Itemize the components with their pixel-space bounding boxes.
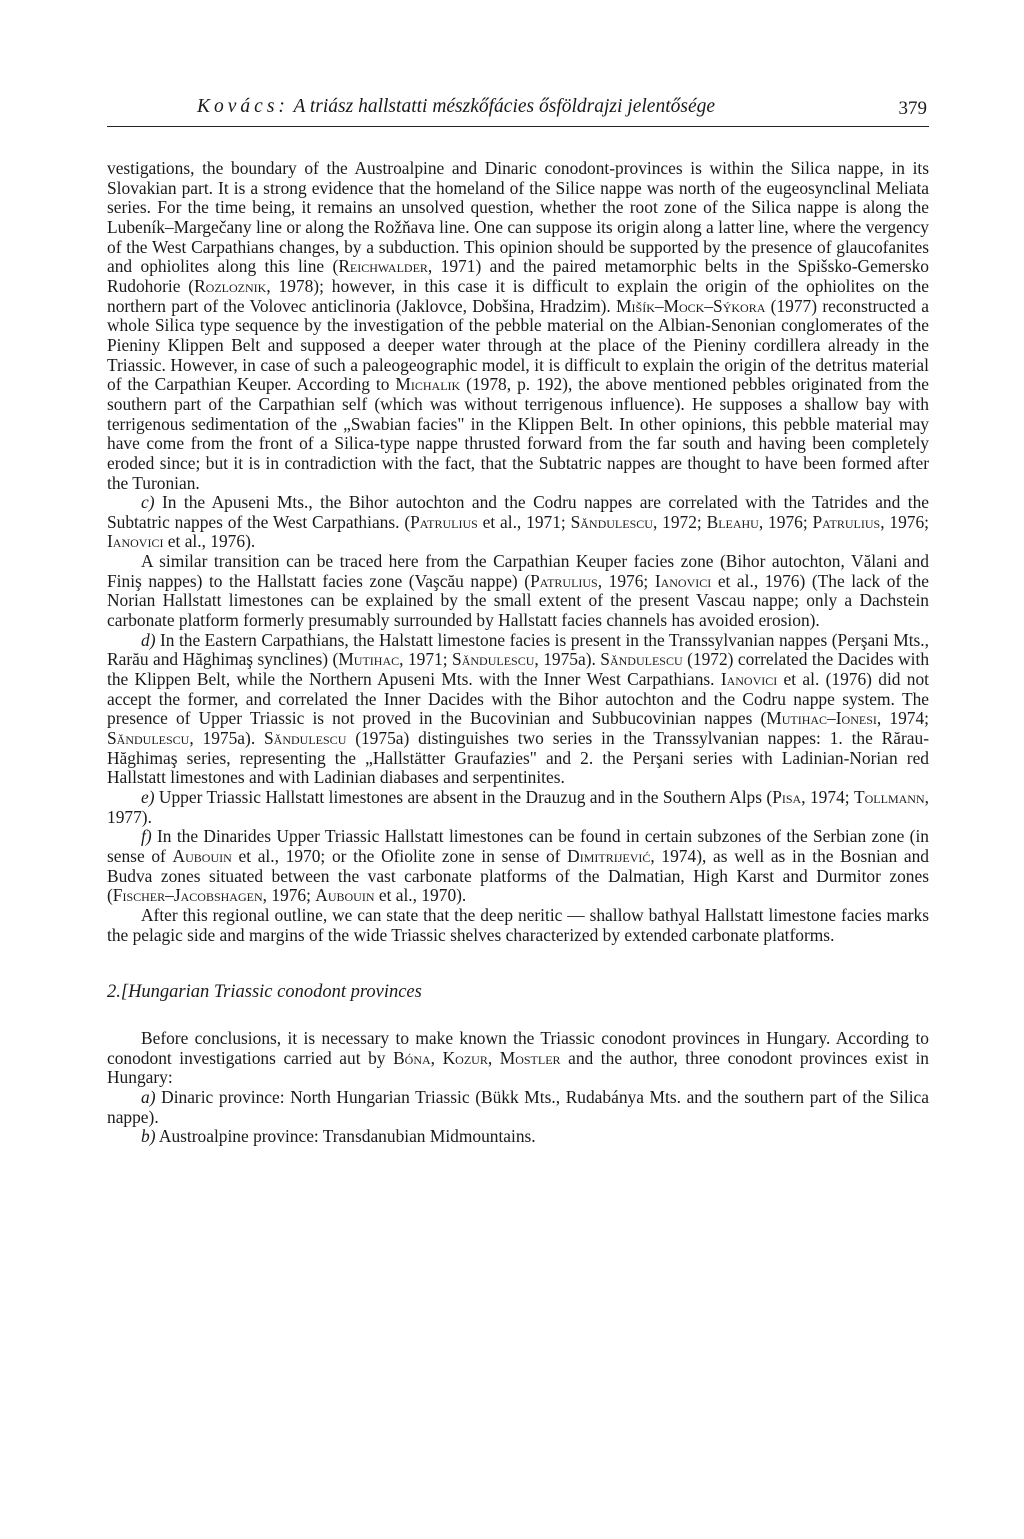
- list-label: c): [141, 492, 155, 513]
- author-citation: Patrulius: [530, 570, 598, 591]
- text-run: Dinaric province: North Hungarian Triassic (Bükk Mts., Rudabánya Mts. and the southern part of the Silica nappe).: [107, 1086, 929, 1127]
- author-citation: Reichwalder: [338, 256, 428, 277]
- running-head: [107, 92, 929, 127]
- text-run: ,: [487, 1047, 500, 1068]
- text-run: In the Apuseni Mts., the Bihor autochton and the Codru nappes are correlated with the Tatrides and the Subtatric nappes of the West Carpathians. (: [107, 492, 929, 532]
- text-run: (1975a) distinguishes two series in the Transsylvanian nappes: 1. the Rărau-Hăghimaş series, representing the „Hallstätter Graufazies" and 2. the Perşani series with Ladinian-Norian red Hallstatt limestones and with Ladinian diabases and serpentinites.: [107, 728, 929, 788]
- author-citation: Aubouin: [315, 885, 375, 906]
- paragraph: [107, 631, 929, 788]
- text-run: (1972) correlated the Dacides with the Klippen Belt, while the Northern Apuseni Mts. with the Inner West Carpathians.: [107, 649, 930, 690]
- text-run: After this regional outline, we can state that the deep neritic — shallow bathyal Hallstatt limestone facies marks the pelagic side and margins of the wide Triassic shelves characterized by extended carbonate platforms.: [107, 904, 929, 945]
- paragraph: [107, 552, 929, 631]
- text-run: , 1975a).: [534, 649, 601, 670]
- paragraph: [107, 159, 929, 493]
- author-citation: Ianovici: [107, 531, 164, 552]
- author-citation: Săndulescu: [452, 649, 535, 670]
- text-run: ,: [430, 1047, 443, 1068]
- author-citation: Ianovici: [654, 570, 712, 591]
- paragraph: [107, 1029, 929, 1088]
- text-run: (1978, p. 192), the above mentioned pebbles originated from the southern part of the Carpathian self (which was without terrigenous influence). He supposes a shallow bay with terrigenous sedimentation of the „Swabian facies" in the Klippen Belt. In other opinions, this pebble material may have come from the front of a Silica-type nappe thrusted forward from the far south and having been completely eroded since; but it is in contradiction with the fact, that the Subtatric nappes are thought to have been formed after the Turonian.: [107, 374, 929, 493]
- list-label: e): [141, 787, 155, 807]
- paragraph: [107, 906, 929, 945]
- author-citation: Patrulius: [410, 511, 478, 532]
- running-author: Kovács:: [197, 96, 289, 117]
- text-run: et al., 1970).: [374, 885, 467, 906]
- text-run: et al., 1976) (The lack of the Norian Hallstatt limestones can be explained by the small extent of the present Vascau nappe; only a Dachstein carbonate platform formerly presumably surrounded by Hallstatt facies channels has avoided erosion).: [107, 570, 930, 631]
- text-run: et al., 1970; or the Ofiolite zone in sense of: [231, 845, 568, 866]
- author-citation: Săndulescu: [264, 728, 347, 749]
- text-run: (1977) reconstructed a whole Silica type sequence by the investigation of the pebble material on the Albian-Senonian conglomerates of the Pieniny Klippen Belt and supposed a deeper water through at the place of the Pieniny cordillera already in the Triassic. However, in case of such a paleogeographic model, it is difficult to explain the origin of the detritus material of the Carpathian Keuper. According to: [107, 295, 929, 395]
- text-run: In the Eastern Carpathians, the Halstatt limestone facies is present in the Transsylvanian nappes (Perşani Mts., Rarău and Hăghimaş synclines) (: [107, 629, 929, 670]
- text-run: et al., 1971;: [477, 511, 571, 532]
- author-citation: Kozur: [442, 1047, 488, 1068]
- author-citation: Săndulescu: [600, 649, 683, 670]
- author-citation: Patrulius: [812, 511, 881, 532]
- text-run: , 1975a).: [189, 728, 265, 749]
- text-run: Upper Triassic Hallstatt limestones are absent in the Drauzug and in the Southern Alps (: [154, 787, 773, 807]
- author-citation: Mostler: [499, 1047, 561, 1068]
- text-run: In the Dinarides Upper Triassic Hallstatt limestones can be found in certain subzones of the Serbian zone (in sense of: [107, 826, 929, 866]
- text-run: vestigations, the boundary of the Austroalpine and Dinaric conodont-provinces is within the Silica nappe, in its Slovakian part. It is a strong evidence that the homeland of the Silice nappe was north of the eugeosynclinal Meliata series. For the time being, it remains an unsolved question, whether the root zone of the Silica nappe is along the Lubeník–Margečany line or along the Rožňava line. One can suppose its origin along a latter line, where the vergency of the West Carpathians changes, by a subduction. This opinion should be supported by the presence of glaucofanites and ophiolites along this line (: [107, 158, 929, 277]
- running-title-text: A triász hallstatti mészkőfácies ősföldrajzi jelentősége: [293, 96, 716, 117]
- author-citation: Michalik: [395, 374, 461, 395]
- text-run: A similar transition can be traced here from the Carpathian Keuper facies zone (Bihor autochton, Vălani and Finiş nappes) to the Hallstatt facies zone (Vaşcău nappe) (: [107, 551, 929, 591]
- text-run: , 1971;: [399, 649, 453, 670]
- author-citation: Ianovici: [720, 669, 778, 690]
- author-citation: Aubouin: [172, 845, 232, 866]
- text-run: , 1978); however, in this case it is difficult to explain the origin of the ophiolites on the northern part of the Volovec anticlinoria (Jaklovce, Dobšina, Hradzim).: [107, 275, 929, 316]
- text-run: , 1976;: [880, 511, 930, 532]
- text-run: et al. (1976) did not accept the former, and correlated the Inner Dacides with the Bihor autochton and the Codru nappe system. The presence of Upper Triassic is not proved in the Bucovinian and Subbucovinian nappes (: [107, 669, 929, 729]
- text-run: et al., 1976).: [163, 531, 256, 552]
- running-title: [197, 96, 715, 118]
- paragraph: [107, 493, 929, 552]
- author-citation: Bóna: [393, 1047, 431, 1068]
- text-run: , 1972;: [652, 511, 707, 532]
- text-run: and the author, three conodont provinces exist in Hungary:: [107, 1047, 929, 1088]
- text-run: , 1974;: [876, 708, 929, 729]
- text-run: , 1971) and the paired metamorphic belts in the Spišsko-Gemersko Rudohorie (: [107, 256, 929, 296]
- section-heading: 2.[Hungarian Triassic conodont provinces: [107, 982, 422, 1003]
- paragraph: [107, 827, 929, 906]
- author-citation: Fischer–Jacobshagen: [112, 885, 263, 906]
- author-citation: Mutihac: [338, 649, 400, 670]
- text-run: , 1977).: [107, 787, 929, 827]
- paragraph: [107, 788, 929, 827]
- body-text: [107, 159, 929, 1147]
- text-run: , 1976;: [758, 511, 813, 532]
- page: [107, 92, 929, 1147]
- text-run: Austroalpine province: Transdanubian Midmountains.: [155, 1126, 536, 1147]
- text-run: , 1976;: [597, 570, 655, 591]
- author-citation: Dimitrijević: [567, 845, 651, 866]
- paragraph: [107, 1088, 929, 1127]
- author-citation: Pisa: [772, 787, 802, 807]
- list-label: b): [141, 1126, 156, 1147]
- author-citation: Bleahu: [706, 511, 759, 532]
- list-label: a): [141, 1086, 156, 1107]
- text-run: , 1974;: [801, 787, 855, 807]
- text-run: , 1974), as well as in the Bosnian and Budva zones situated between the vast carbonate platforms of the Dalmatian, High Karst and Durmitor zones (: [107, 845, 929, 906]
- author-citation: Mišík–Mock–Sýkora: [616, 295, 766, 316]
- author-citation: Săndulescu: [107, 728, 190, 749]
- author-citation: Tollmann: [854, 787, 925, 807]
- text-run: Before conclusions, it is necessary to make known the Triassic conodont provinces in Hungary. According to conodont investigations carried aut by: [107, 1027, 929, 1068]
- text-run: , 1976;: [262, 885, 316, 906]
- author-citation: Săndulescu: [570, 511, 653, 532]
- paragraph: [107, 1127, 929, 1147]
- author-citation: Mutihac–Ionesi: [766, 708, 877, 729]
- page-number: 379: [898, 98, 927, 119]
- list-label: f): [141, 826, 152, 847]
- list-label: d): [141, 629, 156, 650]
- author-citation: Rozloznik: [194, 275, 267, 296]
